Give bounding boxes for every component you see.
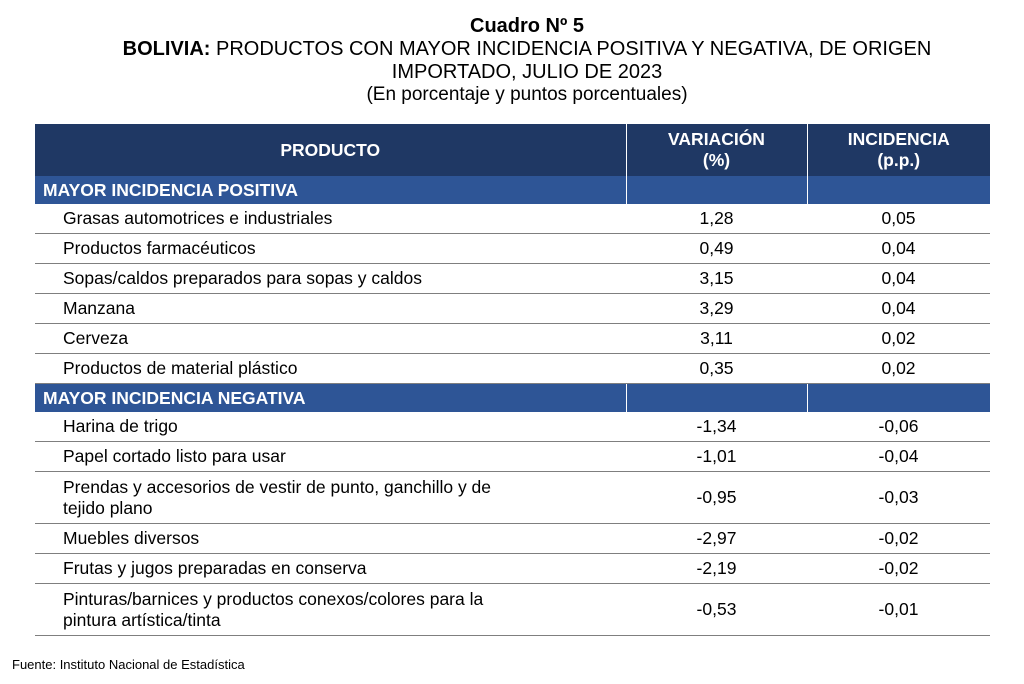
column-header-variation xyxy=(626,124,807,176)
product-cell: Productos de material plástico xyxy=(35,354,626,384)
product-cell: Productos farmacéuticos xyxy=(35,234,626,264)
section-row-positive xyxy=(35,176,990,204)
table-title xyxy=(30,38,1024,61)
product-cell xyxy=(35,584,626,636)
variation-header-line2: (%) xyxy=(702,150,731,170)
title-country: BOLIVIA: xyxy=(122,38,211,60)
section-label-negative: MAYOR INCIDENCIA NEGATIVA xyxy=(35,384,626,413)
section-row-negative xyxy=(35,384,990,413)
column-header-incidence xyxy=(807,124,990,176)
variation-cell: 0,35 xyxy=(626,354,807,384)
incidence-header-line2: (p.p.) xyxy=(877,150,921,170)
table-row xyxy=(35,472,990,524)
incidence-cell: 0,02 xyxy=(807,324,990,354)
incidence-cell: -0,03 xyxy=(807,472,990,524)
table-row xyxy=(35,584,990,636)
product-cell: Harina de trigo xyxy=(35,412,626,442)
source-note: Fuente: Instituto Nacional de Estadística xyxy=(12,657,245,672)
incidence-cell: 0,02 xyxy=(807,354,990,384)
section-blank-cell xyxy=(626,176,807,204)
variation-cell: -1,34 xyxy=(626,412,807,442)
variation-cell: 3,11 xyxy=(626,324,807,354)
table-row xyxy=(35,324,990,354)
table-row xyxy=(35,524,990,554)
table-row xyxy=(35,234,990,264)
product-cell: Sopas/caldos preparados para sopas y caldos xyxy=(35,264,626,294)
table-number: Cuadro Nº 5 xyxy=(470,15,584,37)
incidence-cell: 0,05 xyxy=(807,204,990,234)
product-line: pintura artística/tinta xyxy=(63,609,221,630)
table-row xyxy=(35,264,990,294)
incidence-cell: 0,04 xyxy=(807,234,990,264)
variation-cell: 3,15 xyxy=(626,264,807,294)
table-caption xyxy=(0,14,1024,106)
table-row xyxy=(35,294,990,324)
incidence-cell: -0,01 xyxy=(807,584,990,636)
header-row xyxy=(35,124,990,176)
table-row xyxy=(35,204,990,234)
product-cell: Grasas automotrices e industriales xyxy=(35,204,626,234)
variation-cell: 3,29 xyxy=(626,294,807,324)
product-cell: Frutas y jugos preparadas en conserva xyxy=(35,554,626,584)
section-label-positive: MAYOR INCIDENCIA POSITIVA xyxy=(35,176,626,204)
incidence-cell: 0,04 xyxy=(807,264,990,294)
product-cell: Papel cortado listo para usar xyxy=(35,442,626,472)
variation-cell: -0,95 xyxy=(626,472,807,524)
table-row xyxy=(35,412,990,442)
incidence-cell: 0,04 xyxy=(807,294,990,324)
table-title-line2: IMPORTADO, JULIO DE 2023 xyxy=(391,61,663,83)
variation-cell: -2,97 xyxy=(626,524,807,554)
table-row xyxy=(35,442,990,472)
section-blank-cell xyxy=(807,384,990,413)
incidence-header-line1: INCIDENCIA xyxy=(847,129,950,149)
section-blank-cell xyxy=(807,176,990,204)
column-header-product: PRODUCTO xyxy=(35,124,626,176)
variation-cell: -1,01 xyxy=(626,442,807,472)
product-line: Prendas y accesorios de vestir de punto, ganchillo y de xyxy=(63,476,492,497)
section-blank-cell xyxy=(626,384,807,413)
incidence-cell: -0,02 xyxy=(807,554,990,584)
title-text: PRODUCTOS CON MAYOR INCIDENCIA POSITIVA Y NEGATIVA, DE ORIGEN xyxy=(210,38,932,60)
variation-cell: 1,28 xyxy=(626,204,807,234)
product-cell: Manzana xyxy=(35,294,626,324)
table-units: (En porcentaje y puntos porcentuales) xyxy=(366,84,688,105)
product-cell xyxy=(35,472,626,524)
incidence-cell: -0,06 xyxy=(807,412,990,442)
table-row xyxy=(35,554,990,584)
product-cell: Cerveza xyxy=(35,324,626,354)
product-line: Pinturas/barnices y productos conexos/colores para la xyxy=(63,588,484,609)
variation-header-line1: VARIACIÓN xyxy=(668,129,765,149)
incidence-table xyxy=(35,124,990,636)
product-cell: Muebles diversos xyxy=(35,524,626,554)
product-line: tejido plano xyxy=(63,497,153,518)
variation-cell: 0,49 xyxy=(626,234,807,264)
variation-cell: -0,53 xyxy=(626,584,807,636)
table-row xyxy=(35,354,990,384)
incidence-cell: -0,02 xyxy=(807,524,990,554)
variation-cell: -2,19 xyxy=(626,554,807,584)
incidence-cell: -0,04 xyxy=(807,442,990,472)
